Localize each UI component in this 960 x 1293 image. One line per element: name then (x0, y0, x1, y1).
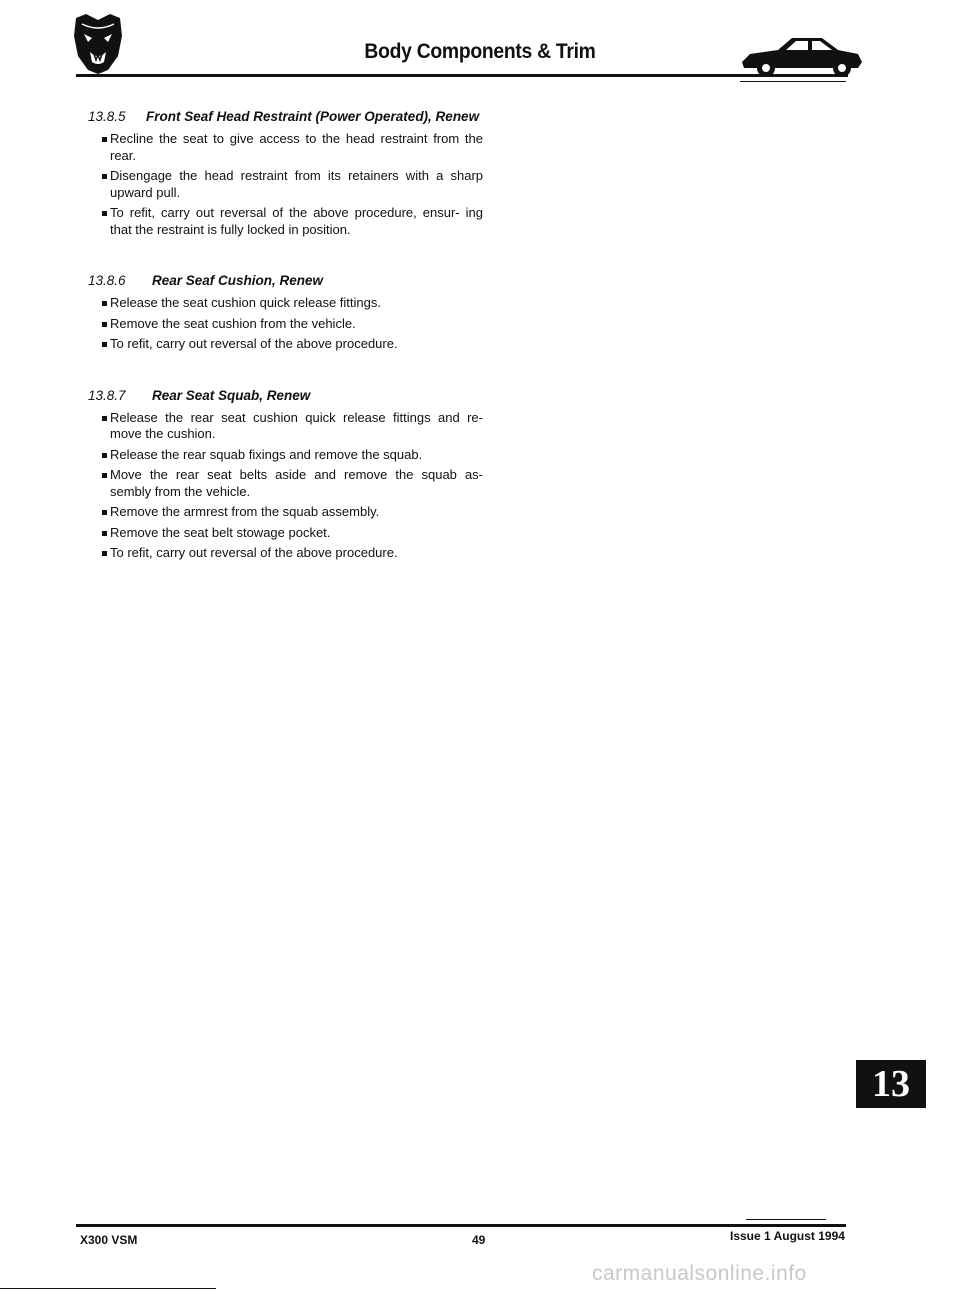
bullet-icon (102, 551, 107, 556)
list-item: To refit, carry out reversal of the above procedure. (88, 336, 483, 353)
section-number: 13.8.7 (88, 387, 126, 403)
list-item: Remove the seat belt stowage pocket. (88, 525, 483, 542)
section-title: Rear Seat Squab, Renew (152, 387, 311, 403)
list-item: Disengage the head restraint from its retainers with a sharp upward pull. (88, 168, 483, 201)
watermark: carmanualsonline.info (592, 1262, 807, 1285)
section-title: Rear Seaf Cushion, Renew (152, 273, 324, 288)
bullet-icon (102, 531, 107, 536)
step-list (88, 410, 483, 562)
issue-date: Issue 1 August 1994 (730, 1229, 845, 1243)
footer-rule (76, 1224, 846, 1227)
list-item: Remove the armrest from the squab assembly. (88, 504, 483, 521)
bullet-icon (102, 322, 107, 327)
list-item: To refit, carry out reversal of the above procedure. (88, 545, 483, 562)
list-item: Release the rear seat cushion quick release fittings and re- move the cushion. (88, 410, 483, 443)
section-13-8-5 (88, 108, 483, 238)
section-heading (88, 272, 483, 289)
list-item: To refit, carry out reversal of the above procedure, ensur- ing that the restraint is fully locked in position. (88, 205, 483, 238)
page-title: Body Components & Trim (364, 40, 596, 63)
bullet-icon (102, 137, 107, 142)
bullet-icon (102, 211, 107, 216)
header-rule-accent (740, 81, 846, 82)
page-number: 49 (472, 1233, 486, 1247)
section-number: 13.8.5 (88, 109, 126, 124)
step-list (88, 131, 483, 238)
step-list (88, 295, 483, 353)
bullet-icon (102, 174, 107, 179)
bullet-icon (102, 342, 107, 347)
section-heading (88, 108, 483, 125)
list-item: Remove the seat cushion from the vehicle. (88, 316, 483, 333)
bullet-icon (102, 453, 107, 458)
car-silhouette-icon (738, 32, 864, 78)
section-title: Front Seaf Head Restraint (Power Operated), Renew (146, 109, 480, 124)
bullet-icon (102, 510, 107, 515)
bottom-rule (0, 1288, 216, 1289)
header-rule (76, 74, 848, 77)
list-item: Release the rear squab fixings and remove the squab. (88, 447, 483, 464)
section-heading (88, 387, 483, 404)
footer-rule-accent (746, 1219, 826, 1220)
bullet-icon (102, 473, 107, 478)
section-tab: 13 (856, 1060, 926, 1108)
list-item: Move the rear seat belts aside and remove the squab as- sembly from the vehicle. (88, 467, 483, 500)
bullet-icon (102, 301, 107, 306)
section-13-8-7 (88, 387, 483, 562)
bullet-icon (102, 416, 107, 421)
list-item: Recline the seat to give access to the head restraint from the rear. (88, 131, 483, 164)
procedure-content (88, 108, 483, 586)
document-code: X300 VSM (80, 1233, 138, 1247)
section-number: 13.8.6 (88, 273, 126, 288)
section-13-8-6 (88, 272, 483, 353)
list-item: Release the seat cushion quick release fittings. (88, 295, 483, 312)
